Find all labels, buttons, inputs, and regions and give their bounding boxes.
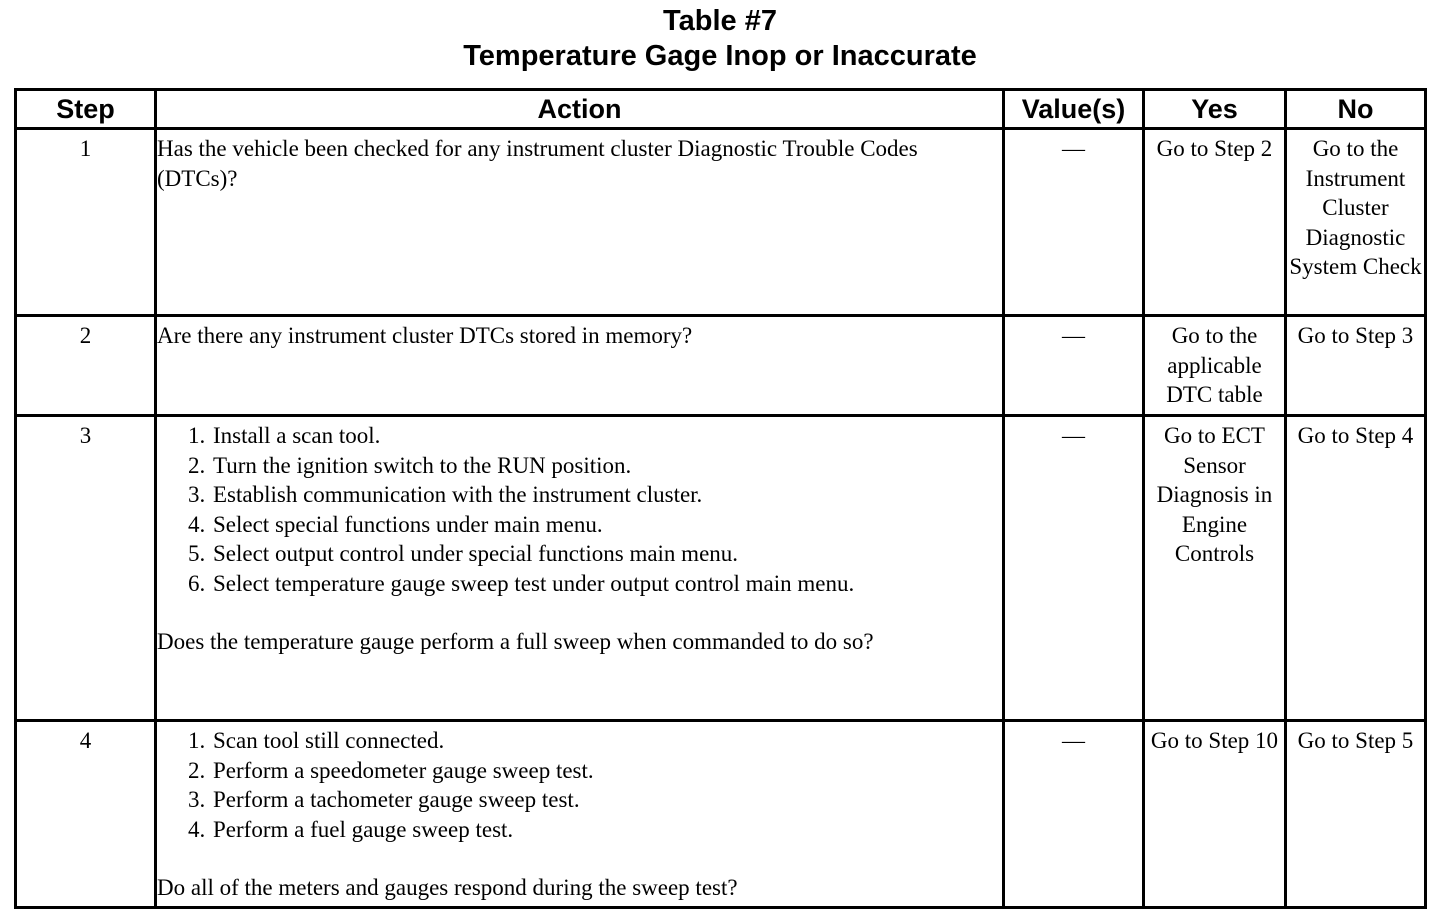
procedure-item: 6. Select temperature gauge sweep test under output control main menu. — [211, 569, 1002, 599]
procedure-list — [157, 726, 1002, 844]
question-text: Do all of the meters and gauges respond during the sweep test? — [157, 875, 738, 900]
procedure-item: 2. Turn the ignition switch to the RUN position. — [211, 451, 1002, 481]
table-header-row — [16, 90, 1426, 129]
value-cell: — — [1004, 129, 1144, 316]
value-cell: — — [1004, 316, 1144, 416]
question-text: Does the temperature gauge perform a full sweep when commanded to do so? — [157, 629, 874, 654]
procedure-item: 5. Select output control under special functions main menu. — [211, 539, 1002, 569]
header-no: No — [1286, 90, 1426, 129]
step-number: 2 — [16, 316, 156, 416]
header-action: Action — [156, 90, 1004, 129]
step-number: 1 — [16, 129, 156, 316]
table-row — [16, 316, 1426, 416]
procedure-item: 3. Perform a tachometer gauge sweep test. — [211, 785, 1002, 815]
yes-result: Go to the applicable DTC table — [1144, 316, 1286, 416]
step-number: 4 — [16, 721, 156, 908]
action-cell — [156, 721, 1004, 908]
no-result: Go to the Instrument Cluster Diagnostic System Check — [1286, 129, 1426, 316]
table-number: Table #7 — [663, 5, 777, 37]
table-title: Temperature Gage Inop or Inaccurate — [463, 40, 977, 72]
action-text: Has the vehicle been checked for any instrument cluster Diagnostic Trouble Codes (DTCs)? — [156, 129, 1004, 316]
procedure-item: 2. Perform a speedometer gauge sweep test. — [211, 756, 1002, 786]
action-text: Are there any instrument cluster DTCs stored in memory? — [156, 316, 1004, 416]
document-title — [0, 4, 1440, 74]
header-yes: Yes — [1144, 90, 1286, 129]
value-cell: — — [1004, 416, 1144, 721]
procedure-item: 4. Perform a fuel gauge sweep test. — [211, 815, 1002, 845]
procedure-item: 4. Select special functions under main menu. — [211, 510, 1002, 540]
procedure-item: 1. Scan tool still connected. — [211, 726, 1002, 756]
action-cell — [156, 416, 1004, 721]
value-cell: — — [1004, 721, 1144, 908]
table-row — [16, 721, 1426, 908]
no-result: Go to Step 4 — [1286, 416, 1426, 721]
table-row — [16, 416, 1426, 721]
diagnostic-table — [14, 88, 1427, 909]
header-step: Step — [16, 90, 156, 129]
yes-result: Go to Step 2 — [1144, 129, 1286, 316]
procedure-item: 3. Establish communication with the instrument cluster. — [211, 480, 1002, 510]
procedure-list — [157, 421, 1002, 598]
no-result: Go to Step 5 — [1286, 721, 1426, 908]
yes-result: Go to ECT Sensor Diagnosis in Engine Controls — [1144, 416, 1286, 721]
no-result: Go to Step 3 — [1286, 316, 1426, 416]
procedure-item: 1. Install a scan tool. — [211, 421, 1002, 451]
header-values: Value(s) — [1004, 90, 1144, 129]
table-row — [16, 129, 1426, 316]
step-number: 3 — [16, 416, 156, 721]
yes-result: Go to Step 10 — [1144, 721, 1286, 908]
